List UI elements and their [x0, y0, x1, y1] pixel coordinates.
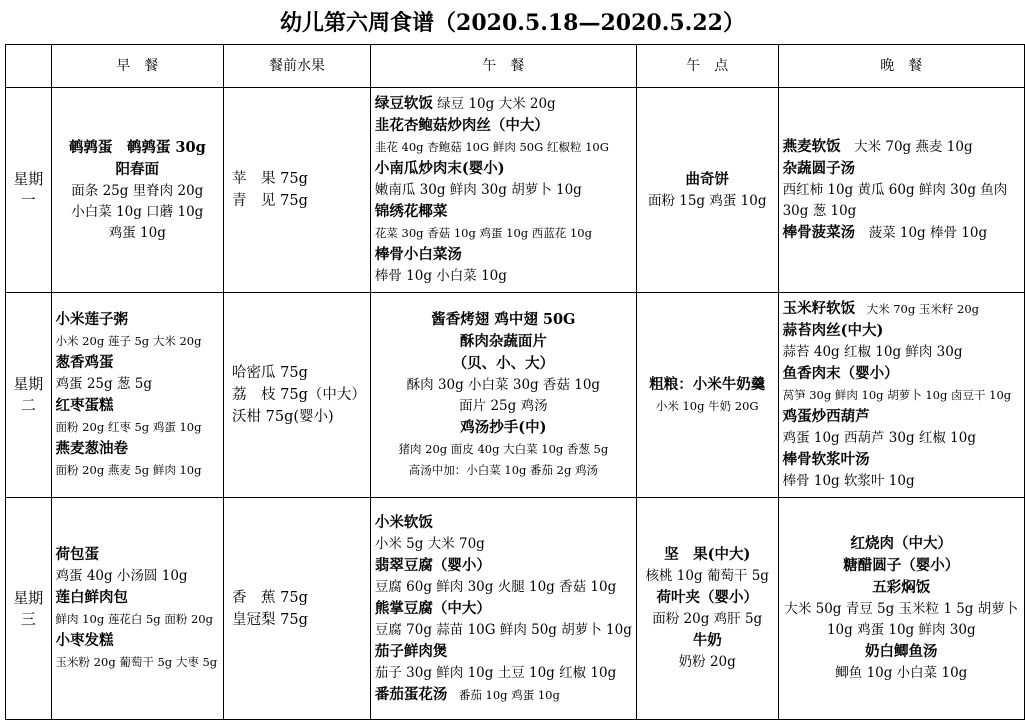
ingredient-text: 小白菜 10g 口蘑 10g — [71, 203, 204, 220]
ingredient-text: 绿豆 10g 大米 20g — [432, 96, 556, 112]
menu-line — [375, 620, 632, 641]
menu-line — [375, 353, 632, 375]
dish-name: 蒜苔肉丝(中大) — [782, 322, 884, 339]
ingredient-text: 西红柿 10g 黄瓜 60g 鲜肉 30g 鱼肉 — [782, 182, 1008, 198]
ingredient-text: 鸡蛋 25g 葱 5g — [55, 376, 152, 392]
menu-line — [641, 169, 774, 191]
dish-name: 锦绣花椰菜 — [374, 203, 448, 220]
menu-line — [641, 191, 774, 212]
dish-name: 燕麦葱油卷 — [55, 440, 129, 457]
menu-line — [375, 396, 632, 417]
menu-line — [375, 331, 632, 353]
ingredient-text: 高汤中加：小白菜 10g 番茄 2g 鸡汤 — [408, 463, 599, 477]
menu-line — [56, 137, 220, 159]
dish-name: 绿豆软饭 — [374, 95, 433, 112]
snack-cell — [636, 498, 778, 720]
menu-line — [783, 406, 1020, 428]
menu-line — [375, 439, 632, 460]
dish-name: 红烧肉（中大） — [850, 535, 953, 552]
dish-name: 红枣蛋糕 — [55, 397, 114, 414]
dish-name: 杂蔬圆子汤 — [782, 160, 856, 177]
ingredient-text: 小米 5g 大米 70g — [374, 535, 485, 552]
menu-line — [783, 428, 1020, 449]
lunch-cell — [370, 498, 636, 720]
ingredient-text: 鸡蛋 10g — [108, 224, 166, 241]
menu-line — [375, 115, 632, 137]
header-snack: 午 点 — [636, 45, 778, 88]
menu-line — [375, 180, 632, 201]
dish-name: （贝、小、大） — [452, 355, 555, 372]
menu-line — [783, 136, 1020, 158]
menu-line — [783, 298, 1020, 320]
menu-line — [56, 417, 220, 438]
menu-line — [56, 460, 220, 481]
dish-name: 荷叶夹（婴小） — [656, 589, 758, 606]
menu-line — [56, 587, 220, 609]
day-cell: 星期一 — [6, 88, 52, 293]
ingredient-text: 30g 葱 10g — [782, 203, 857, 219]
dish-name: 鹌鹑蛋 鹌鹑蛋 30g — [68, 138, 206, 156]
ingredient-text: 豆腐 60g 鲜肉 30g 火腿 10g 香菇 10g — [374, 578, 617, 595]
dish-name: 鱼香肉末（婴小） — [782, 365, 899, 382]
menu-line: 皇冠梨 75g — [232, 611, 308, 628]
menu-line — [783, 201, 1020, 222]
menu-line — [641, 374, 774, 396]
dish-name: 鸡蛋炒西葫芦 — [782, 408, 870, 425]
fruit-cell — [224, 498, 371, 720]
lunch-cell — [370, 88, 636, 293]
menu-line — [375, 641, 632, 663]
menu-line — [783, 533, 1020, 555]
dish-name: 小南瓜炒肉末(婴小) — [374, 160, 505, 177]
dish-name: 棒骨软浆叶汤 — [782, 451, 870, 468]
dish-name: 燕麦软饭 — [782, 138, 841, 155]
dish-name: 五彩焖饭 — [872, 579, 931, 596]
dish-name: 粗粮：小米牛奶羹 — [649, 375, 766, 393]
fruit-cell — [224, 293, 371, 498]
menu-line: 哈密瓜 75g — [232, 365, 308, 381]
dish-name: 小枣发糕 — [55, 632, 114, 649]
menu-line — [641, 587, 774, 609]
dish-name: 翡翠豆腐（婴小） — [374, 556, 491, 574]
menu-line — [375, 417, 632, 439]
menu-line — [375, 598, 632, 620]
menu-line — [56, 630, 220, 652]
menu-line — [783, 555, 1020, 577]
header-fruit: 餐前水果 — [224, 45, 371, 88]
ingredient-text: 面条 25g 里脊肉 20g — [71, 182, 204, 199]
menu-line — [375, 512, 632, 534]
ingredient-text: 小米 20g 莲子 5g 大米 20g — [55, 334, 202, 348]
menu-line — [641, 566, 774, 587]
dish-name: 阳春面 — [115, 160, 160, 178]
menu-line — [783, 449, 1020, 471]
menu-line: 沃柑 75g(婴小) — [232, 409, 334, 425]
ingredient-text: 面粉 20g 红枣 5g 鸡蛋 10g — [55, 420, 202, 434]
header-breakfast: 早 餐 — [51, 45, 224, 88]
day-cell: 星期三 — [6, 498, 52, 720]
dish-name: 曲奇饼 — [685, 170, 729, 188]
dish-name: 玉米籽软饭 — [782, 300, 856, 317]
dish-name: 葱香鸡蛋 — [55, 354, 114, 371]
dish-name: 小米莲子粥 — [55, 311, 129, 328]
menu-line — [375, 663, 632, 684]
menu-line: 香 蕉 75g — [232, 589, 308, 606]
menu-line — [375, 460, 632, 481]
menu-line — [375, 577, 632, 598]
day-cell: 星期二 — [6, 293, 52, 498]
ingredient-text: 面粉 20g 燕麦 5g 鲜肉 10g — [55, 463, 202, 477]
ingredient-text: 奶粉 20g — [678, 654, 736, 670]
menu-line — [375, 137, 632, 158]
ingredient-text: 核桃 10g 葡萄干 5g — [645, 568, 769, 584]
menu-line — [641, 396, 774, 417]
ingredient-text: 莴笋 30g 鲜肉 10g 胡萝卜 10g 卤豆干 10g — [782, 388, 1012, 402]
menu-line — [56, 438, 220, 460]
ingredient-text: 10g 鸡蛋 10g 鲜肉 30g — [826, 622, 976, 638]
dinner-cell — [778, 293, 1024, 498]
breakfast-cell — [51, 88, 224, 293]
ingredient-text: 鸡蛋 10g 西葫芦 30g 红椒 10g — [782, 430, 976, 446]
ingredient-text: 鲫鱼 10g 小白菜 10g — [835, 665, 968, 681]
fruit-cell — [224, 88, 371, 293]
menu-table — [5, 44, 1025, 720]
menu-line — [375, 375, 632, 396]
menu-line — [783, 599, 1020, 620]
menu-line — [375, 684, 632, 706]
row-monday — [6, 88, 1025, 293]
dish-name: 鸡汤抄手(中) — [460, 419, 547, 436]
dish-name: 坚 果(中大) — [664, 546, 751, 563]
menu-line — [783, 620, 1020, 641]
menu-line — [56, 566, 220, 587]
dinner-cell — [778, 88, 1024, 293]
dish-name: 韭花杏鲍菇炒肉丝（中大） — [374, 117, 549, 134]
ingredient-text: 大米 50g 青豆 5g 玉米粒 1 5g 胡萝卜 — [784, 601, 1019, 617]
menu-line — [641, 652, 774, 673]
dish-name: 荷包蛋 — [55, 546, 100, 563]
dish-name: 棒骨菠菜汤 — [782, 224, 856, 241]
ingredient-text: 面粉 15g 鸡蛋 10g — [647, 192, 767, 209]
menu-line — [641, 630, 774, 652]
ingredient-text: 蒜苔 40g 红椒 10g 鲜肉 30g — [782, 344, 963, 360]
menu-line — [375, 223, 632, 244]
menu-line — [56, 181, 220, 202]
menu-line — [375, 309, 632, 331]
breakfast-cell — [51, 293, 224, 498]
dish-name: 酱香烤翅 鸡中翅 50G — [431, 311, 576, 328]
menu-line — [56, 352, 220, 374]
ingredient-text: 猪肉 20g 面皮 40g 大白菜 10g 香葱 5g — [398, 442, 609, 456]
menu-line — [56, 544, 220, 566]
menu-line — [375, 201, 632, 223]
menu-line — [783, 222, 1020, 244]
snack-cell — [636, 88, 778, 293]
menu-line — [783, 471, 1020, 492]
menu-line — [641, 609, 774, 630]
menu-line — [375, 555, 632, 577]
menu-line — [375, 244, 632, 266]
menu-line — [783, 180, 1020, 201]
menu-line — [783, 385, 1020, 406]
ingredient-text: 棒骨 10g 小白菜 10g — [374, 268, 507, 284]
ingredient-text: 鲜肉 10g 莲花白 5g 面粉 20g — [55, 612, 213, 626]
ingredient-text: 大米 70g 燕麦 10g — [840, 139, 973, 155]
header-row — [6, 45, 1025, 88]
dish-name: 棒骨小白菜汤 — [374, 246, 462, 263]
dinner-cell — [778, 498, 1024, 720]
dish-name: 牛奶 — [692, 632, 722, 649]
row-wednesday — [6, 498, 1025, 720]
menu-line — [783, 663, 1020, 684]
snack-cell — [636, 293, 778, 498]
menu-line — [375, 93, 632, 115]
ingredient-text: 嫩南瓜 30g 鲜肉 30g 胡萝卜 10g — [374, 182, 582, 198]
dish-name: 熊掌豆腐（中大） — [374, 599, 491, 617]
menu-line — [56, 331, 220, 352]
ingredient-text: 小米 10g 牛奶 20G — [655, 398, 759, 413]
header-dinner: 晚 餐 — [778, 45, 1024, 88]
menu-line — [56, 309, 220, 331]
menu-line — [375, 158, 632, 180]
ingredient-text: 鸡蛋 40g 小汤圆 10g — [55, 568, 188, 584]
ingredient-text: 大米 70g 玉米籽 20g — [855, 302, 980, 316]
dish-name: 糖醋圆子（婴小） — [843, 557, 960, 574]
menu-line: 青 见 75g — [232, 193, 308, 209]
ingredient-text: 韭花 40g 杏鲍菇 10G 鲜肉 50G 红椒粒 10G — [374, 140, 609, 154]
row-tuesday — [6, 293, 1025, 498]
menu-line — [375, 534, 632, 555]
menu-line — [56, 223, 220, 244]
ingredient-text: 酥肉 30g 小白菜 30g 香菇 10g — [406, 377, 601, 393]
menu-line — [56, 202, 220, 223]
menu-line — [375, 266, 632, 287]
page-title: 幼儿第六周食谱（2020.5.18—2020.5.22） — [280, 10, 745, 36]
menu-line — [783, 363, 1020, 385]
menu-line — [56, 609, 220, 630]
menu-line — [783, 641, 1020, 663]
menu-line — [783, 577, 1020, 599]
ingredient-text: 棒骨 10g 软浆叶 10g — [782, 473, 915, 489]
ingredient-text: 菠菜 10g 棒骨 10g — [855, 225, 988, 241]
menu-line — [56, 395, 220, 417]
menu-line — [56, 374, 220, 395]
menu-line — [783, 158, 1020, 180]
header-lunch: 午 餐 — [370, 45, 636, 88]
ingredient-text: 茄子 30g 鲜肉 10g 土豆 10g 红椒 10g — [374, 664, 617, 681]
breakfast-cell — [51, 498, 224, 720]
ingredient-text: 花菜 30g 香菇 10g 鸡蛋 10g 西蓝花 10g — [374, 226, 592, 240]
menu-line — [783, 342, 1020, 363]
ingredient-text: 面粉 20g 鸡肝 5g — [652, 611, 763, 627]
menu-line: 荔 枝 75g（中大） — [232, 387, 366, 403]
dish-name: 茄子鲜肉煲 — [374, 642, 448, 660]
menu-line — [56, 159, 220, 181]
dish-name: 奶白鲫鱼汤 — [865, 643, 938, 660]
dish-name: 小米软饭 — [374, 513, 433, 531]
menu-line — [56, 652, 220, 673]
dish-name: 莲白鲜肉包 — [55, 589, 129, 606]
ingredient-text: 豆腐 70g 蒜苗 10G 鲜肉 50g 胡萝卜 10g — [374, 621, 632, 638]
ingredient-text: 番茄 10g 鸡蛋 10g — [447, 687, 560, 702]
dish-name: 酥肉杂蔬面片 — [459, 333, 547, 350]
menu-line: 苹 果 75g — [232, 171, 308, 187]
dish-name: 番茄蛋花汤 — [374, 685, 448, 703]
lunch-cell — [370, 293, 636, 498]
menu-line — [783, 320, 1020, 342]
header-corner — [6, 45, 52, 88]
menu-line — [641, 544, 774, 566]
ingredient-text: 玉米粉 20g 葡萄干 5g 大枣 5g — [55, 655, 218, 669]
ingredient-text: 面片 25g 鸡汤 — [459, 398, 548, 414]
